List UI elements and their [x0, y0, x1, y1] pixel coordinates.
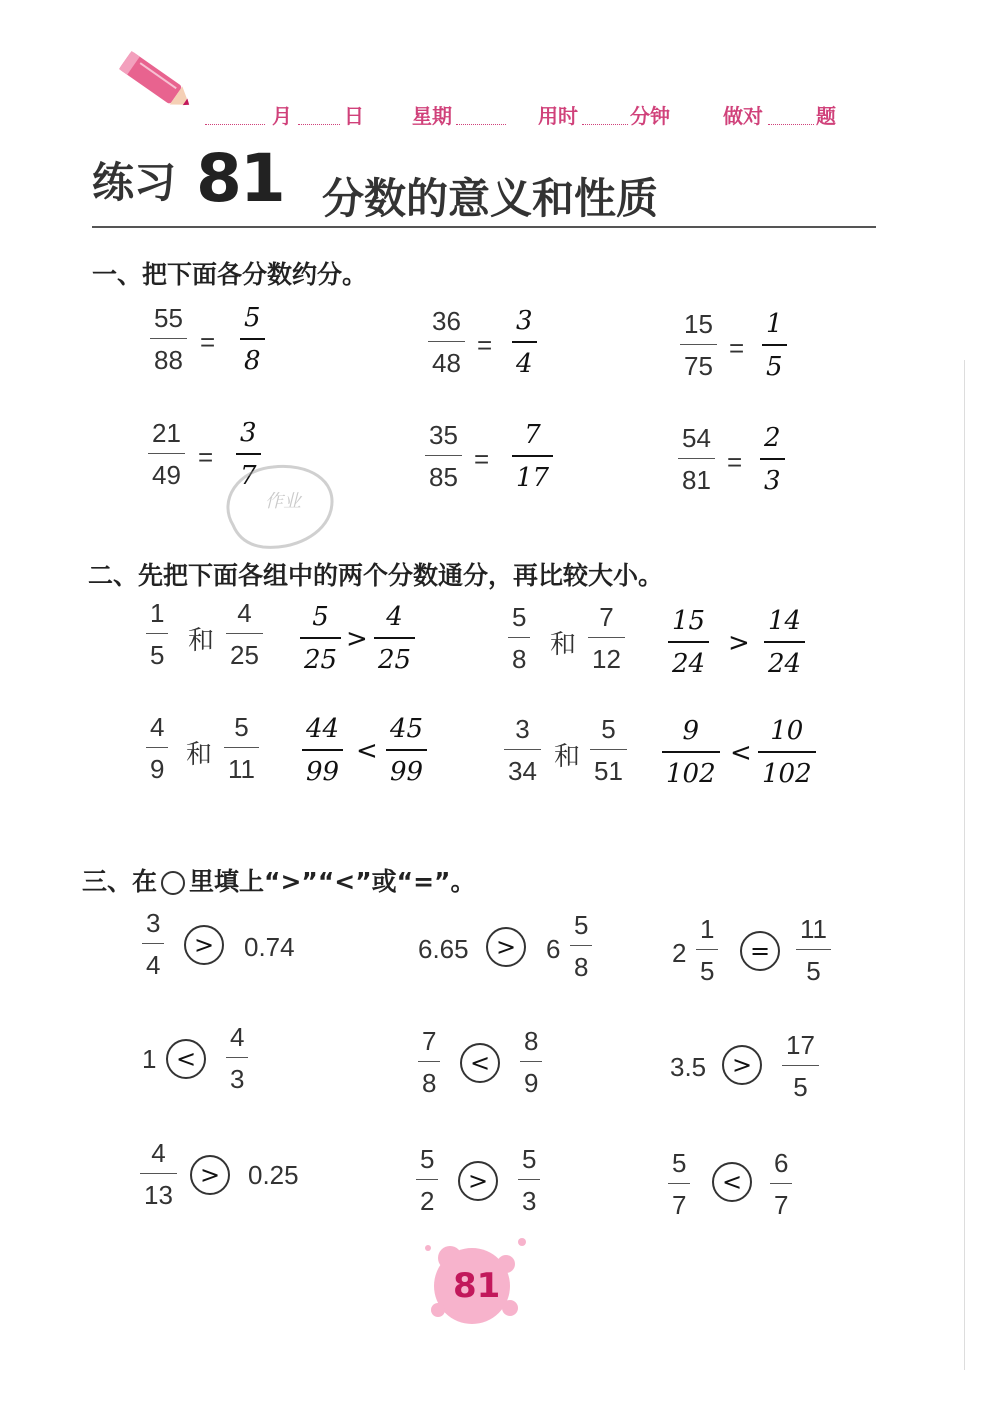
correct-blank	[768, 124, 814, 125]
denominator: 25	[230, 640, 259, 670]
answer-fraction	[758, 718, 816, 787]
title-prefix: 练习	[92, 158, 177, 207]
fraction	[148, 420, 185, 488]
fraction	[680, 311, 717, 379]
numerator: 1	[150, 598, 165, 628]
equals-sign: =	[477, 330, 493, 360]
and-word: 和	[186, 740, 213, 770]
denominator: 8	[422, 1068, 437, 1098]
and-word: 和	[554, 742, 581, 772]
fraction	[146, 600, 168, 668]
equals-sign: =	[727, 447, 743, 477]
fraction	[570, 912, 592, 980]
answer-fraction	[662, 718, 720, 787]
numerator: 5	[601, 714, 616, 744]
answer-circle[interactable]: <	[166, 1039, 206, 1079]
answer-numerator: 3	[516, 306, 533, 336]
answer-fraction	[764, 608, 805, 677]
fraction	[428, 308, 465, 376]
answer-fraction	[668, 608, 709, 677]
denominator: 7	[774, 1190, 789, 1220]
header-month: 月	[272, 104, 292, 128]
fraction	[782, 1032, 819, 1100]
answer-denominator: 4	[516, 349, 533, 379]
denominator: 48	[432, 348, 461, 378]
circle-icon	[161, 871, 185, 895]
numerator: 5	[672, 1148, 687, 1178]
header-minutes: 分钟	[630, 104, 670, 128]
denominator: 9	[524, 1068, 539, 1098]
answer-denominator: 99	[306, 757, 340, 787]
answer-denominator: 3	[764, 466, 781, 496]
numerator: 5	[574, 910, 589, 940]
answer-fraction	[762, 311, 787, 380]
answer-fraction	[302, 716, 343, 785]
page-edge-divider	[964, 360, 965, 1370]
denominator: 5	[793, 1072, 808, 1102]
numerator: 6	[774, 1148, 789, 1178]
numerator: 15	[684, 309, 713, 339]
fraction	[418, 1028, 440, 1096]
fraction	[142, 910, 164, 978]
numerator: 55	[154, 303, 183, 333]
fraction	[416, 1146, 438, 1214]
comparison-sign: <	[730, 738, 752, 768]
time-blank	[582, 124, 628, 125]
header-day: 日	[344, 104, 364, 128]
month-blank	[205, 124, 265, 125]
section2-heading: 二、先把下面各组中的两个分数通分，再比较大小。	[88, 561, 664, 590]
answer-numerator: 7	[524, 420, 541, 450]
comparison-sign: <	[356, 736, 378, 766]
fraction	[696, 916, 718, 984]
section3-heading	[82, 862, 475, 898]
answer-numerator: 44	[306, 714, 340, 744]
answer-denominator: 99	[390, 757, 424, 787]
weekday-blank	[456, 124, 506, 125]
answer-denominator: 24	[672, 649, 706, 679]
answer-numerator: 9	[682, 716, 700, 746]
header-time-used: 用时	[538, 104, 578, 128]
numerator: 5	[234, 712, 249, 742]
answer-denominator: 25	[378, 645, 412, 675]
and-word: 和	[188, 626, 215, 656]
fraction	[146, 714, 168, 782]
numerator: 5	[522, 1144, 537, 1174]
fraction	[140, 1140, 177, 1208]
header-correct: 做对	[723, 104, 763, 128]
title-subtitle: 分数的意义和性质	[322, 174, 659, 223]
decimal-value: 3.5	[670, 1052, 707, 1082]
answer-numerator: 4	[386, 602, 403, 632]
answer-circle[interactable]: <	[460, 1043, 500, 1083]
answer-numerator: 10	[770, 716, 804, 746]
numerator: 11	[800, 914, 827, 944]
fraction	[226, 600, 263, 668]
fraction	[668, 1150, 690, 1218]
fraction	[226, 1024, 248, 1092]
numerator: 4	[151, 1138, 166, 1168]
fraction	[518, 1146, 540, 1214]
answer-fraction	[386, 716, 427, 785]
denominator: 3	[522, 1186, 537, 1216]
fraction	[590, 716, 627, 784]
denominator: 88	[154, 345, 183, 375]
numerator: 8	[524, 1026, 539, 1056]
numerator: 1	[700, 914, 715, 944]
denominator: 13	[144, 1180, 173, 1210]
decimal-value: 0.25	[248, 1160, 299, 1190]
answer-numerator: 5	[244, 303, 261, 333]
numerator: 4	[150, 712, 165, 742]
fraction	[425, 422, 462, 490]
denominator: 8	[512, 644, 527, 674]
whole-part: 2	[672, 938, 687, 968]
section3-heading-suffix: 里填上“>”“<”或“=”。	[189, 867, 476, 896]
answer-fraction	[300, 604, 341, 673]
answer-numerator: 5	[312, 602, 329, 632]
numerator: 7	[599, 602, 614, 632]
fraction	[224, 714, 259, 782]
answer-denominator: 25	[304, 645, 338, 675]
denominator: 9	[150, 754, 165, 784]
denominator: 2	[420, 1186, 435, 1216]
denominator: 11	[228, 754, 255, 784]
answer-fraction	[512, 308, 537, 377]
numerator: 4	[230, 1022, 245, 1052]
decimal-value: 0.74	[244, 932, 295, 962]
answer-circle[interactable]: >	[722, 1045, 762, 1085]
answer-circle[interactable]: >	[184, 925, 224, 965]
equals-sign: =	[474, 444, 490, 474]
fraction	[150, 305, 187, 373]
page-number: 81	[453, 1266, 501, 1306]
fraction	[678, 425, 715, 493]
decimal-value: 6.65	[418, 934, 469, 964]
denominator: 4	[146, 950, 161, 980]
answer-denominator: 7	[240, 461, 257, 491]
answer-circle[interactable]: >	[486, 927, 526, 967]
fraction	[770, 1150, 792, 1218]
answer-fraction	[760, 425, 785, 494]
denominator: 51	[594, 756, 623, 786]
fraction	[796, 916, 831, 984]
section3-heading-prefix: 三、在	[82, 867, 158, 896]
and-word: 和	[550, 630, 577, 660]
numerator: 35	[429, 420, 458, 450]
answer-fraction	[374, 604, 415, 673]
answer-circle[interactable]: >	[190, 1155, 230, 1195]
equals-sign: =	[198, 442, 214, 472]
whole-part: 6	[546, 934, 561, 964]
denominator: 8	[574, 952, 589, 982]
pencil-icon	[110, 42, 200, 126]
answer-denominator: 102	[762, 759, 812, 789]
denominator: 3	[230, 1064, 245, 1094]
denominator: 75	[684, 351, 713, 381]
answer-denominator: 17	[516, 463, 550, 493]
watermark-stamp	[213, 455, 343, 559]
denominator: 5	[700, 956, 715, 986]
day-blank	[298, 124, 340, 125]
section1-heading: 一、把下面各分数约分。	[92, 260, 368, 289]
answer-denominator: 8	[244, 346, 261, 376]
stamp-label: 作业	[265, 491, 301, 512]
denominator: 7	[672, 1190, 687, 1220]
fraction	[588, 604, 625, 672]
header-weekday: 星期	[412, 104, 452, 128]
fraction	[520, 1028, 542, 1096]
numerator: 17	[786, 1030, 815, 1060]
denominator: 85	[429, 462, 458, 492]
answer-denominator: 102	[666, 759, 716, 789]
denominator: 81	[682, 465, 711, 495]
answer-numerator: 1	[766, 309, 783, 339]
denominator: 5	[806, 956, 821, 986]
numerator: 3	[146, 908, 161, 938]
answer-circle[interactable]: =	[740, 931, 780, 971]
whole-number: 1	[142, 1044, 157, 1074]
title-divider	[92, 226, 876, 228]
numerator: 36	[432, 306, 461, 336]
numerator: 54	[682, 423, 711, 453]
denominator: 5	[150, 640, 165, 670]
denominator: 12	[592, 644, 621, 674]
numerator: 21	[152, 418, 181, 448]
answer-fraction	[512, 422, 553, 491]
numerator: 5	[512, 602, 527, 632]
fraction	[508, 604, 530, 672]
answer-numerator: 3	[240, 418, 257, 448]
answer-denominator: 5	[766, 352, 783, 382]
numerator: 5	[420, 1144, 435, 1174]
answer-denominator: 24	[768, 649, 802, 679]
answer-circle[interactable]: >	[458, 1161, 498, 1201]
answer-fraction	[240, 305, 265, 374]
answer-circle[interactable]: <	[712, 1162, 752, 1202]
comparison-sign: >	[728, 628, 750, 658]
header-questions: 题	[816, 104, 836, 128]
numerator: 3	[515, 714, 530, 744]
equals-sign: =	[729, 333, 745, 363]
numerator: 7	[422, 1026, 437, 1056]
fraction	[504, 716, 541, 784]
denominator: 34	[508, 756, 537, 786]
denominator: 49	[152, 460, 181, 490]
answer-numerator: 45	[390, 714, 424, 744]
numerator: 4	[237, 598, 252, 628]
comparison-sign: >	[346, 624, 368, 654]
title-number: 81	[196, 140, 284, 217]
equals-sign: =	[200, 327, 216, 357]
answer-numerator: 2	[764, 423, 781, 453]
answer-numerator: 15	[672, 606, 706, 636]
answer-numerator: 14	[768, 606, 802, 636]
